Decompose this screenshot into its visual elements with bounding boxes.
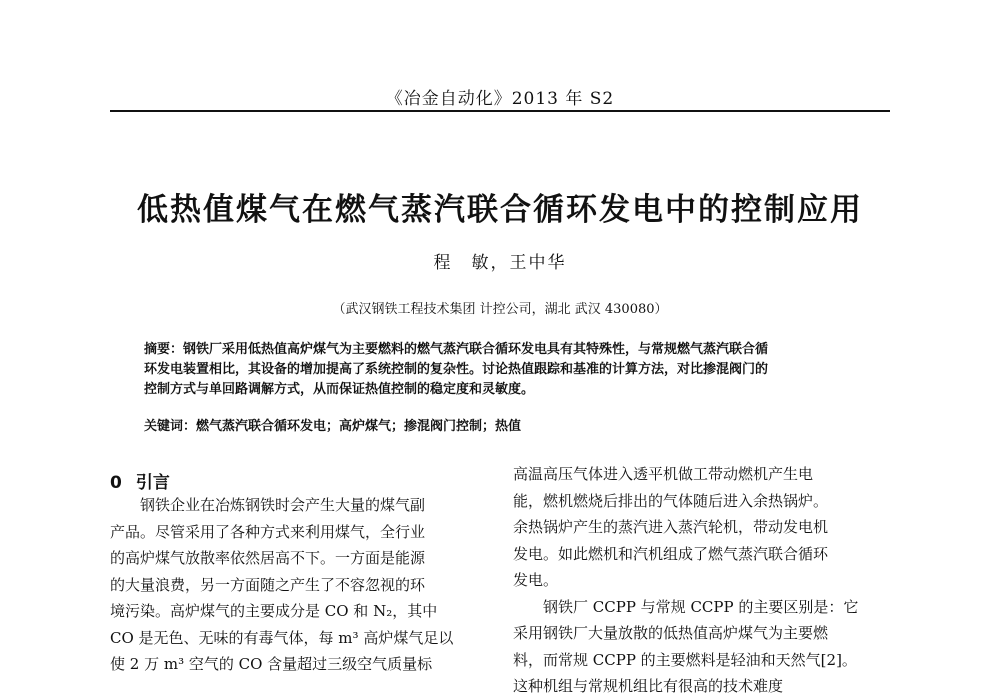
abstract: [144, 340, 868, 400]
body-line: 的高炉煤气放散率依然居高不下。一方面是能源: [110, 549, 426, 567]
body-line: 钢铁厂 CCPP 与常规 CCPP 的主要区别是：它: [543, 597, 859, 616]
body-line: 使 2 万 m³ 空气的 CO 含量超过三级空气质量标: [110, 655, 433, 673]
section-number: 0: [110, 473, 122, 493]
body-line: 这种机组与常规机组比有很高的技术难度: [513, 677, 784, 695]
paper-authors: 程 敏，王中华: [433, 253, 567, 273]
body-line: CO 是无色、无味的有毒气体，每 m³ 高炉煤气足以: [110, 628, 454, 647]
keywords-text: 燃气蒸汽联合循环发电；高炉煤气；掺混阀门控制；热值: [196, 419, 522, 434]
body-line: 境污染。高炉煤气的主要成分是 CO 和 N₂，其中: [110, 602, 438, 620]
abstract-label: 摘要：: [144, 342, 184, 357]
body-line: 发电。如此燃机和汽机组成了燃气蒸汽联合循环: [513, 544, 829, 563]
abstract-line-1: [144, 340, 868, 360]
body-line: 发电。: [513, 571, 559, 589]
journal-header: 《冶金自动化》2013 年 S2: [385, 89, 615, 109]
body-line: 余热锅炉产生的蒸汽进入蒸汽轮机，带动发电机: [513, 518, 829, 536]
section-heading: [110, 468, 170, 493]
header-rule: [110, 110, 890, 112]
body-line: 采用钢铁厂大量放散的低热值高炉煤气为主要燃: [513, 624, 829, 642]
right-column: [513, 461, 893, 700]
body-line: 的大量浪费，另一方面随之产生了不容忽视的环: [110, 575, 426, 594]
paper-affiliation: （武汉钢铁工程技术集团 计控公司，湖北 武汉 430080）: [332, 302, 668, 317]
keywords: [144, 415, 868, 434]
abstract-line-2: 环发电装置相比，其设备的增加提高了系统控制的复杂性。讨论热值跟踪和基准的计算方法，对比掺混阀门的: [144, 362, 769, 377]
left-column: [110, 492, 490, 678]
abstract-line-3: 控制方式与单回路调解方式，从而保证热值控制的稳定度和灵敏度。: [144, 382, 535, 397]
body-line: 能，燃机燃烧后排出的气体随后进入余热锅炉。: [513, 491, 829, 510]
section-title: 引言: [135, 473, 170, 493]
abstract-text-1: 钢铁厂采用低热值高炉煤气为主要燃料的燃气蒸汽联合循环发电具有其特殊性，与常规燃气蒸汽联合循: [183, 342, 769, 357]
body-line: 高温高压气体进入透平机做工带动燃机产生电: [513, 465, 814, 483]
body-line: 钢铁企业在冶炼钢铁时会产生大量的煤气副: [140, 496, 426, 514]
body-line: 产品。尽管采用了各种方式来利用煤气，全行业: [110, 522, 426, 541]
body-line: 料，而常规 CCPP 的主要燃料是轻油和天然气[2]。: [513, 650, 857, 669]
paper-title: 低热值煤气在燃气蒸汽联合循环发电中的控制应用: [137, 192, 863, 228]
keywords-label: 关键词：: [144, 419, 197, 434]
